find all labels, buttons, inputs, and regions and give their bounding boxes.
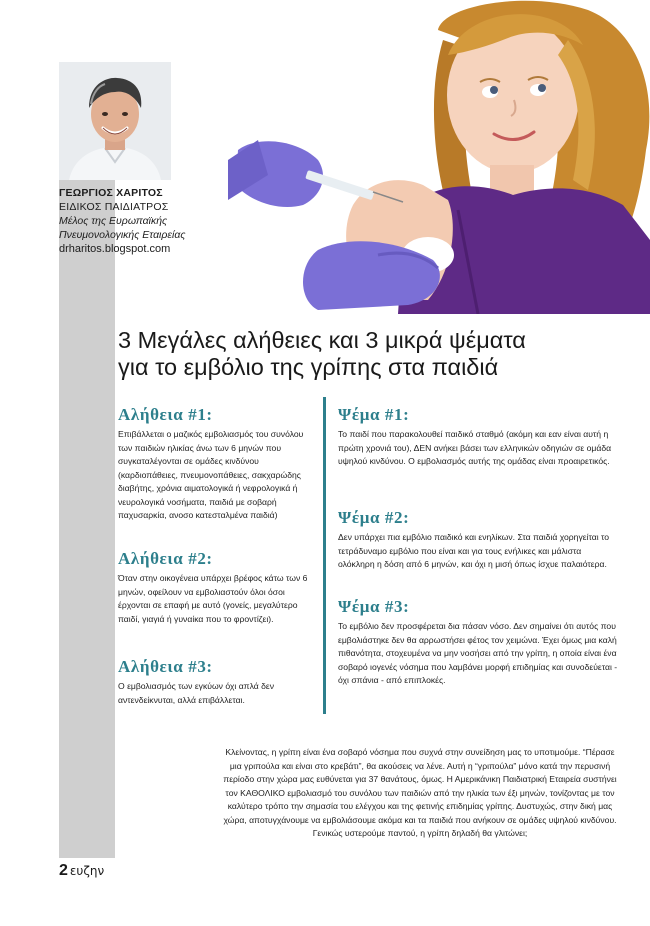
closing-paragraph: Κλείνοντας, η γρίπη είναι ένα σοβαρό νόσημα που συχνά στην συνείδηση μας το υποτιμούμε. “Πέρασε μια γριπούλα και είναι στο κρεβάτι”, θα ακούσεις να λένε. Αυτή η “γριπούλα” μόνο κατά την περυσινή περίοδο στην χώρα μας ευθύνεται για 37 θανάτους, όμως. Η Αμερικάνικη Παιδιατρική Εταιρεία συστήνει τον ΚΑΘΟΛΙΚΟ εμβολιασμό του συνόλου των παιδιών από την ηλικία των έξι μηνών, τονίζοντας με τον καλύτερο τρόπο την σημασία του ελέγχου και της φετινής επιδημίας γρίπης. Δυστυχώς, στην δική μας χώρα, αποτυγχάνουμε να εμβολιάσουμε ακόμα και τα παιδιά που ανήκουν σε ομάδες υψηλού κινδύνου. Γενικώς υστερούμε παντού, η γρίπη δηλαδή θα γλιτώνει; (223, 747, 617, 838)
lie-2-body: Δεν υπάρχει πια εμβόλιο παιδικό και ενηλίκων. Στα παιδιά χορηγείται το τετράδυναμο εμβόλιο που είναι και για τους ενήλικες και μάλιστα ολόκληρη η δόση από 6 μηνών, και όχι η μισή όπως ίσχυε παλαιότερα. (338, 532, 610, 569)
brand-logo: ευζην (69, 864, 105, 878)
truth-3-body: Ο εμβολιασμός των εγκύων όχι απλά δεν αντενδείκνυται, αλλά επιβάλλεται. (118, 681, 275, 705)
truth-3-heading: Αλήθεια #3: (118, 657, 213, 676)
truth-2-section (118, 549, 314, 626)
author-role-line2: Πνευμονολογικής Εταιρείας (59, 229, 186, 241)
page-number: 2 (59, 862, 68, 879)
truth-2-body: Όταν στην οικογένεια υπάρχει βρέφος κάτω των 6 μηνών, οφείλουν να εμβολιαστούν όλοι όσοι έρχονται σε επαφή με αυτό (γονείς, μεγαλύτερο παιδί, γιαγιά ή γυναίκα που το φροντίζει). (118, 573, 308, 624)
author-blog: drharitos.blogspot.com (59, 243, 171, 255)
author-name: ΓΕΩΡΓΙΟΣ ΧΑΡΙΤΟΣ (59, 187, 163, 199)
lie-3-section (338, 597, 618, 688)
lie-1-section (338, 405, 618, 469)
lie-1-body: Το παιδί που παρακολουθεί παιδικό σταθμό (ακόμη και εαν είναι αυτή η πρώτη χρονιά του), ΔΕΝ ανήκει βάσει των ελληνικών οδηγιών σε ομάδα υψηλού κινδύνου. Ο εμβολιασμός αυτής της ομάδας είναι προαιρετικός. (338, 429, 612, 466)
author-role-line1: Μέλος της Ευρωπαϊκής (59, 215, 168, 227)
truth-2-heading: Αλήθεια #2: (118, 549, 213, 568)
headline-line2: για το εμβόλιο της γρίπης στα παιδιά (118, 354, 499, 380)
lie-3-heading: Ψέμα #3: (338, 597, 410, 616)
lie-1-heading: Ψέμα #1: (338, 405, 410, 424)
page-footer (59, 862, 104, 880)
headline-line1: 3 Μεγάλες αλήθειες και 3 μικρά ψέματα (118, 327, 526, 353)
author-info (59, 186, 259, 256)
hero-photo-child-vaccination (228, 0, 650, 314)
truth-1-body: Επιβάλλεται ο μαζικός εμβολιασμός του συνόλου των παιδιών ηλικίας άνω των 6 μηνών που συγκαταλέγονται σε ομάδες κινδύνου (καρδιοπάθειες, πνευμονοπάθειες, σακχαρώδης διαβήτης, χρόνια αιματολογικά ή νεφρολογικά ή νευρολογικά νοσήματα, παιδιά με σοβαρή παχυσαρκία, ανοσο κατεσταλμένα παιδιά) (118, 429, 304, 520)
truth-1-section (118, 405, 314, 523)
truth-3-section (118, 657, 314, 707)
article-headline (118, 327, 618, 381)
author-title: ΕΙΔΙΚΟΣ ΠΑΙΔΙΑΤΡΟΣ (59, 201, 169, 213)
lie-2-section (338, 508, 618, 572)
truth-1-heading: Αλήθεια #1: (118, 405, 213, 424)
lie-3-body: Το εμβόλιο δεν προσφέρεται δια πάσαν νόσο. Δεν σημαίνει ότι αυτός που εμβολιάστηκε δεν θα αρρωστήσει φέτος τον χειμώνα. Έχει όμως μια καλή πιθανότητα, στοχευμένα να μην νοσήσει από την γρίπη, η οποία είναι ένα σοβαρό ιογενές νόσημα που λαμβάνει μορφή επιδημίας και συνοδεύεται - όχι σπάνια - από επιπλοκές. (338, 621, 618, 685)
column-divider (323, 397, 326, 714)
gray-side-band (59, 62, 115, 858)
lie-2-heading: Ψέμα #2: (338, 508, 410, 527)
author-portrait (59, 62, 171, 180)
